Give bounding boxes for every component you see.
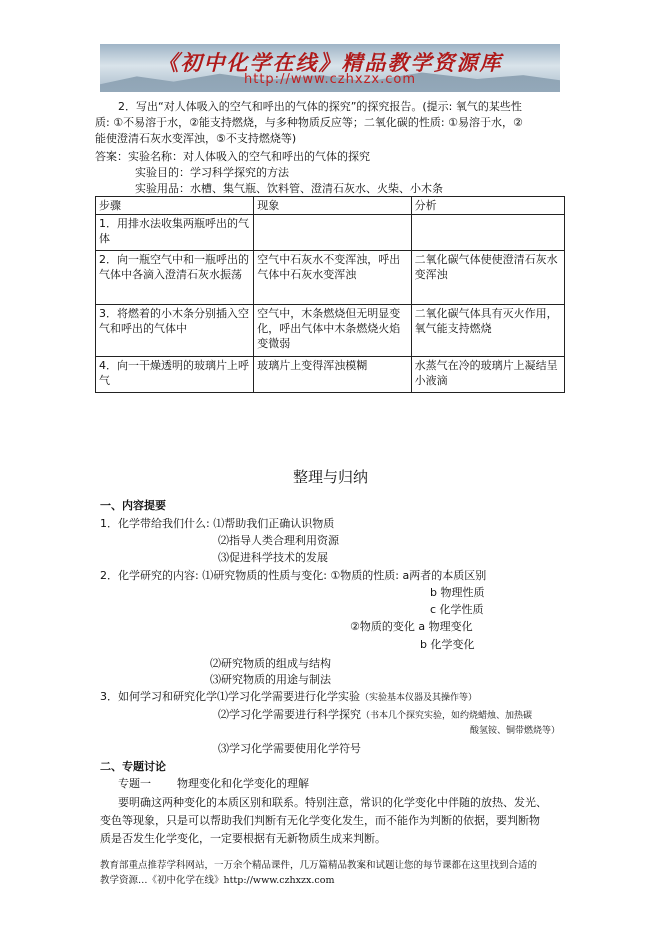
q3-line-c: ⑶学习化学需要使用化学符号 (218, 742, 361, 755)
q3b-text: ⑵学习化学需要进行科学探究 (218, 708, 361, 721)
table-cell: 水蒸气在冷的玻璃片上凝结呈小液滴 (411, 357, 564, 393)
table-cell: 二氧化碳气体使使澄清石灰水变浑浊 (411, 251, 564, 305)
header-analysis: 分析 (411, 197, 564, 215)
paragraph-line-2: 变色等现象，只是可以帮助我们判断有无化学变化发生，而不能作为判断的依据，要判断物 (100, 814, 540, 827)
table-row (96, 251, 565, 305)
answer-name: 答案：实验名称：对人体吸入的空气和呼出的气体的探究 (95, 150, 370, 163)
q1-line: 1．化学带给我们什么: ⑴帮助我们正确认识物质 (100, 517, 335, 530)
paragraph-line-1: 要明确这两种变化的本质区别和联系。特别注意，常识的化学变化中伴随的放热、发光、 (118, 796, 547, 809)
table-row (96, 357, 565, 393)
header-step: 步骤 (96, 197, 254, 215)
table-cell: 4．向一干燥透明的玻璃片上呼气 (96, 357, 254, 393)
section-1-heading: 一、内容提要 (100, 499, 166, 512)
table-cell: 二氧化碳气体具有灭火作用，氧气能支持燃烧 (411, 305, 564, 357)
q3b-note-2: 酸氢铵、铜带燃烧等） (470, 726, 561, 736)
footer-line-2: 教学资源…《初中化学在线》http://www.czhxzx.com (100, 875, 335, 886)
q2-line-e: b 化学变化 (420, 638, 475, 651)
task-line-1: 2．写出“对人体吸入的空气和呼出的气体的探究”的探究报告。(提示: 氧气的某些性 (118, 100, 522, 113)
banner-url[interactable]: http://www.czhxzx.com (244, 72, 416, 87)
answer-materials: 实验用品：水槽、集气瓶、饮料管、澄清石灰水、火柴、小木条 (135, 182, 443, 195)
q3-line-b (218, 706, 532, 722)
topic-title: 物理变化和化学变化的理解 (177, 777, 309, 790)
q2-line-d: ②物质的变化 a 物理变化 (350, 620, 473, 633)
q1-line-c: ⑶促进科学技术的发展 (218, 551, 328, 564)
header-phenomenon: 现象 (254, 197, 411, 215)
table-cell: 2．向一瓶空气中和一瓶呼出的气体中各滴入澄清石灰水振荡 (96, 251, 254, 305)
q2-line-g: ⑶研究物质的用途与制法 (210, 673, 331, 686)
q2-line-b: b 物理性质 (430, 586, 485, 599)
answer-purpose: 实验目的：学习科学探究的方法 (135, 166, 289, 179)
q3-text: 3．如何学习和研究化学⑴学习化学需要进行化学实验 (100, 690, 360, 703)
table-row (96, 305, 565, 357)
q3b-note-1: （书本几个探究实验，如约烧蜡烛、加热碳 (361, 711, 533, 721)
task-line-2: 质: ①不易溶于水，②能支持燃烧，与多种物质反应等；二氧化碳的性质: ①易溶于水，② (95, 116, 523, 129)
table-row (96, 215, 565, 251)
table-cell (254, 215, 411, 251)
topic-heading (118, 775, 309, 791)
q1-line-b: ⑵指导人类合理利用资源 (218, 534, 339, 547)
experiment-table (95, 196, 565, 393)
table-cell (411, 215, 564, 251)
section-2-heading: 二、专题讨论 (100, 760, 166, 773)
table-cell: 3．将燃着的小木条分别插入空气和呼出的气体中 (96, 305, 254, 357)
q3-line (100, 688, 477, 704)
table-header-row (96, 197, 565, 215)
footer-line-1: 教育部重点推荐学科网站，一万余个精品课件，几万篇精品教案和试题让您的每节课都在这里找到合适的 (100, 860, 538, 871)
paragraph-line-3: 质是否发生化学变化，一定要根据有无新物质生成来判断。 (100, 832, 386, 845)
table-cell: 玻璃片上变得浑浊模糊 (254, 357, 411, 393)
q2-line-f: ⑵研究物质的组成与结构 (210, 657, 331, 670)
summary-title: 整理与归纳 (292, 468, 368, 486)
task-line-3: 能使澄清石灰水变浑浊，⑤不支持燃烧等) (95, 132, 297, 145)
table-cell: 空气中石灰水不变浑浊，呼出气体中石灰水变浑浊 (254, 251, 411, 305)
table-cell: 1．用排水法收集两瓶呼出的气体 (96, 215, 254, 251)
q2-line: 2．化学研究的内容: ⑴研究物质的性质与变化: ①物质的性质: a两者的本质区别 (100, 569, 487, 582)
topic-label: 专题一 (118, 777, 151, 790)
banner-title: 《初中化学在线》精品教学资源库 (157, 50, 503, 75)
q2-line-c: c 化学性质 (430, 603, 484, 616)
q3-note: （实验基本仪器及其操作等） (360, 693, 478, 703)
header-banner (100, 44, 560, 92)
table-cell: 空气中，木条燃烧但无明显变化，呼出气体中木条燃烧火焰变微弱 (254, 305, 411, 357)
